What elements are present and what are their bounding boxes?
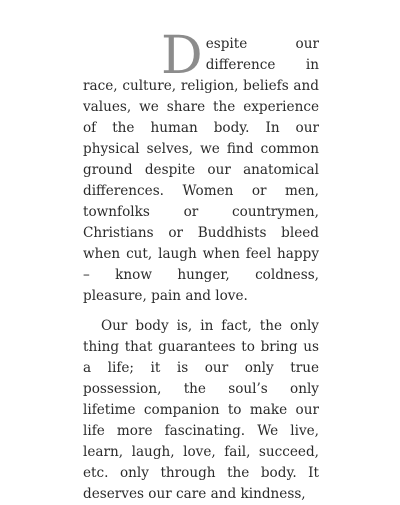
paragraph-2 bbox=[83, 316, 319, 505]
paragraph-1 bbox=[83, 26, 319, 307]
paragraph-1-text: espite our difference in race, culture, religion, beliefs and values, we share the experience of the human body. In our physical selves, we find common ground despite our anatomical differences. Women or men, townfolks or countrymen, Christians or Buddhists bleed when cut, laugh when feel happy – know hunger, coldness, pleasure, pain and love. bbox=[83, 36, 319, 304]
drop-cap: D bbox=[161, 26, 203, 86]
paragraph-2-text: Our body is, in fact, the only thing that guarantees to bring us a life; it is our only true possession, the soul’s only lifetime companion to make our life more fascinating. We live, learn, laugh, love, fail, succeed, etc. only through the body. It deserves our care and kindness, bbox=[83, 318, 319, 502]
body-text bbox=[83, 26, 319, 505]
